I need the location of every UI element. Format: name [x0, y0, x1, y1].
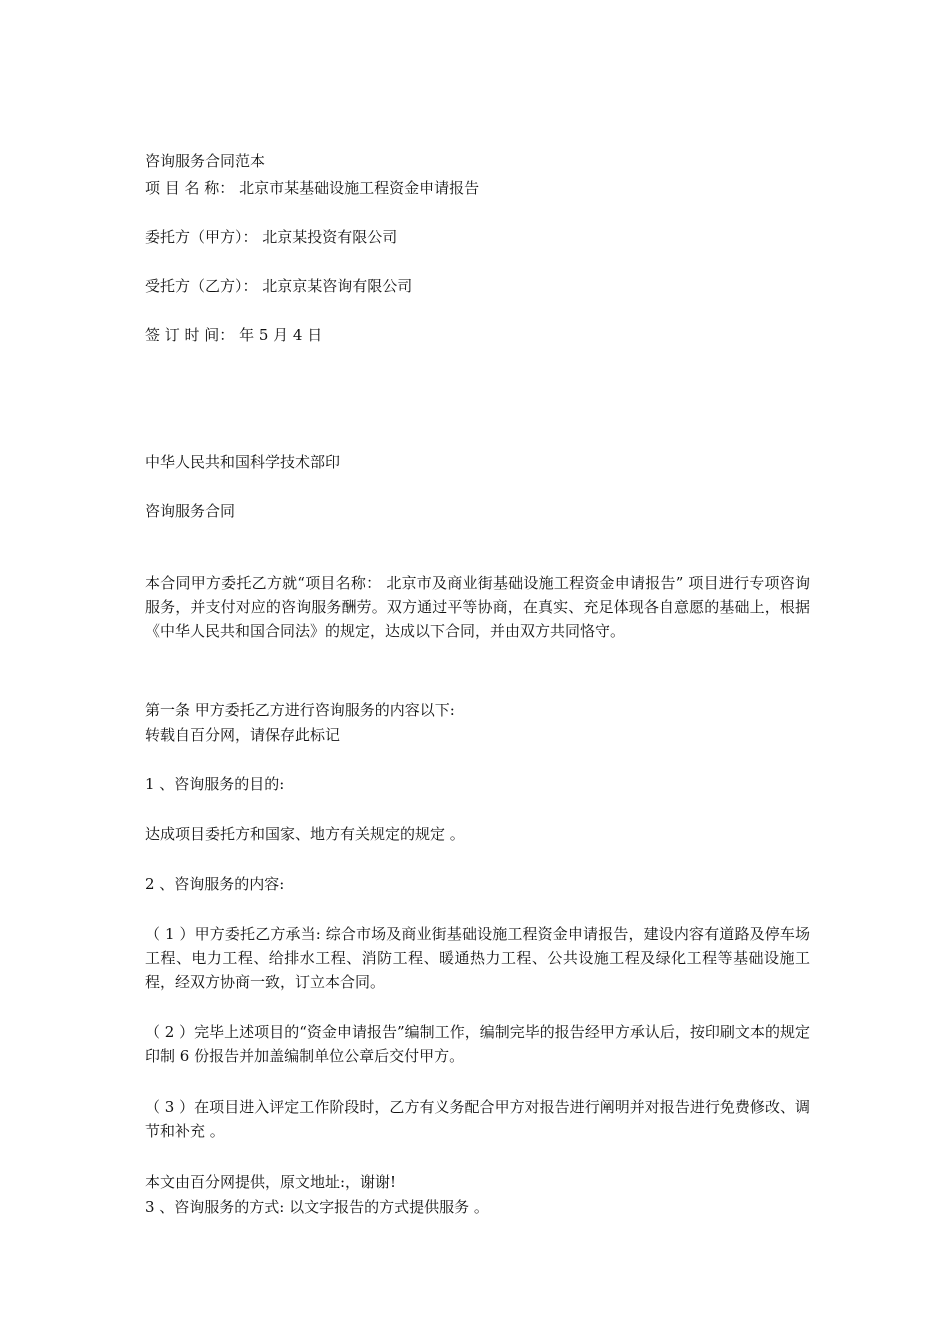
content-item-1: （ 1 ）甲方委托乙方承当: 综合市场及商业街基础设施工程资金申请报告，建设内容有道路及停车场工程、电力工程、给排水工程、消防工程、暖通热力工程、公共设施工程及绿化工程等基础设施工程，经双方协商一致，订立本合同。 — [145, 925, 810, 991]
content-item-2: （ 2 ）完毕上述项目的“资金申请报告”编制工作，编制完毕的报告经甲方承认后，按印刷文本的规定印制 6 份报告并加盖编制单位公章后交付甲方。 — [145, 1023, 810, 1065]
content-item-3: （ 3 ）在项目进入评定工作阶段时，乙方有义务配合甲方对报告进行阐明并对报告进行免费修改、调节和补充 。 — [145, 1098, 810, 1140]
sign-date: 签 订 时 间： 年 5 月 4 日 — [145, 326, 323, 344]
document-title: 咨询服务合同范本 — [145, 152, 266, 170]
intro-paragraph: 本合同甲方委托乙方就“项目名称： 北京市及商业街基础设施工程资金申请报告” 项目进行专项咨询服务，并支付对应的咨询服务酬劳。双方通过平等协商，在真实、充足体现各自意愿的基础上，根据《中华人民共和国合同法》的规定，达成以下合同，并由双方共同恪守。 — [145, 574, 810, 640]
contract-heading: 咨询服务合同 — [145, 502, 236, 520]
article-one: 第一条 甲方委托乙方进行咨询服务的内容以下: — [145, 701, 455, 719]
service-method: 3 、咨询服务的方式: 以文字报告的方式提供服务 。 — [145, 1198, 489, 1216]
content-heading: 2 、咨询服务的内容: — [145, 875, 285, 893]
source-notice: 转载自百分网，请保存此标记 — [145, 726, 341, 744]
issuer-line: 中华人民共和国科学技术部印 — [145, 453, 341, 471]
client-party: 委托方（甲方）： 北京某投资有限公司 — [145, 228, 398, 246]
contractor-party: 受托方（乙方）： 北京京某咨询有限公司 — [145, 277, 413, 295]
source-notice-2: 本文由百分网提供，原文地址:，谢谢! — [145, 1173, 397, 1191]
purpose-heading: 1 、咨询服务的目的: — [145, 775, 285, 793]
project-name: 项 目 名 称： 北京市某基础设施工程资金申请报告 — [145, 179, 480, 197]
purpose-text: 达成项目委托方和国家、地方有关规定的规定 。 — [145, 825, 465, 843]
